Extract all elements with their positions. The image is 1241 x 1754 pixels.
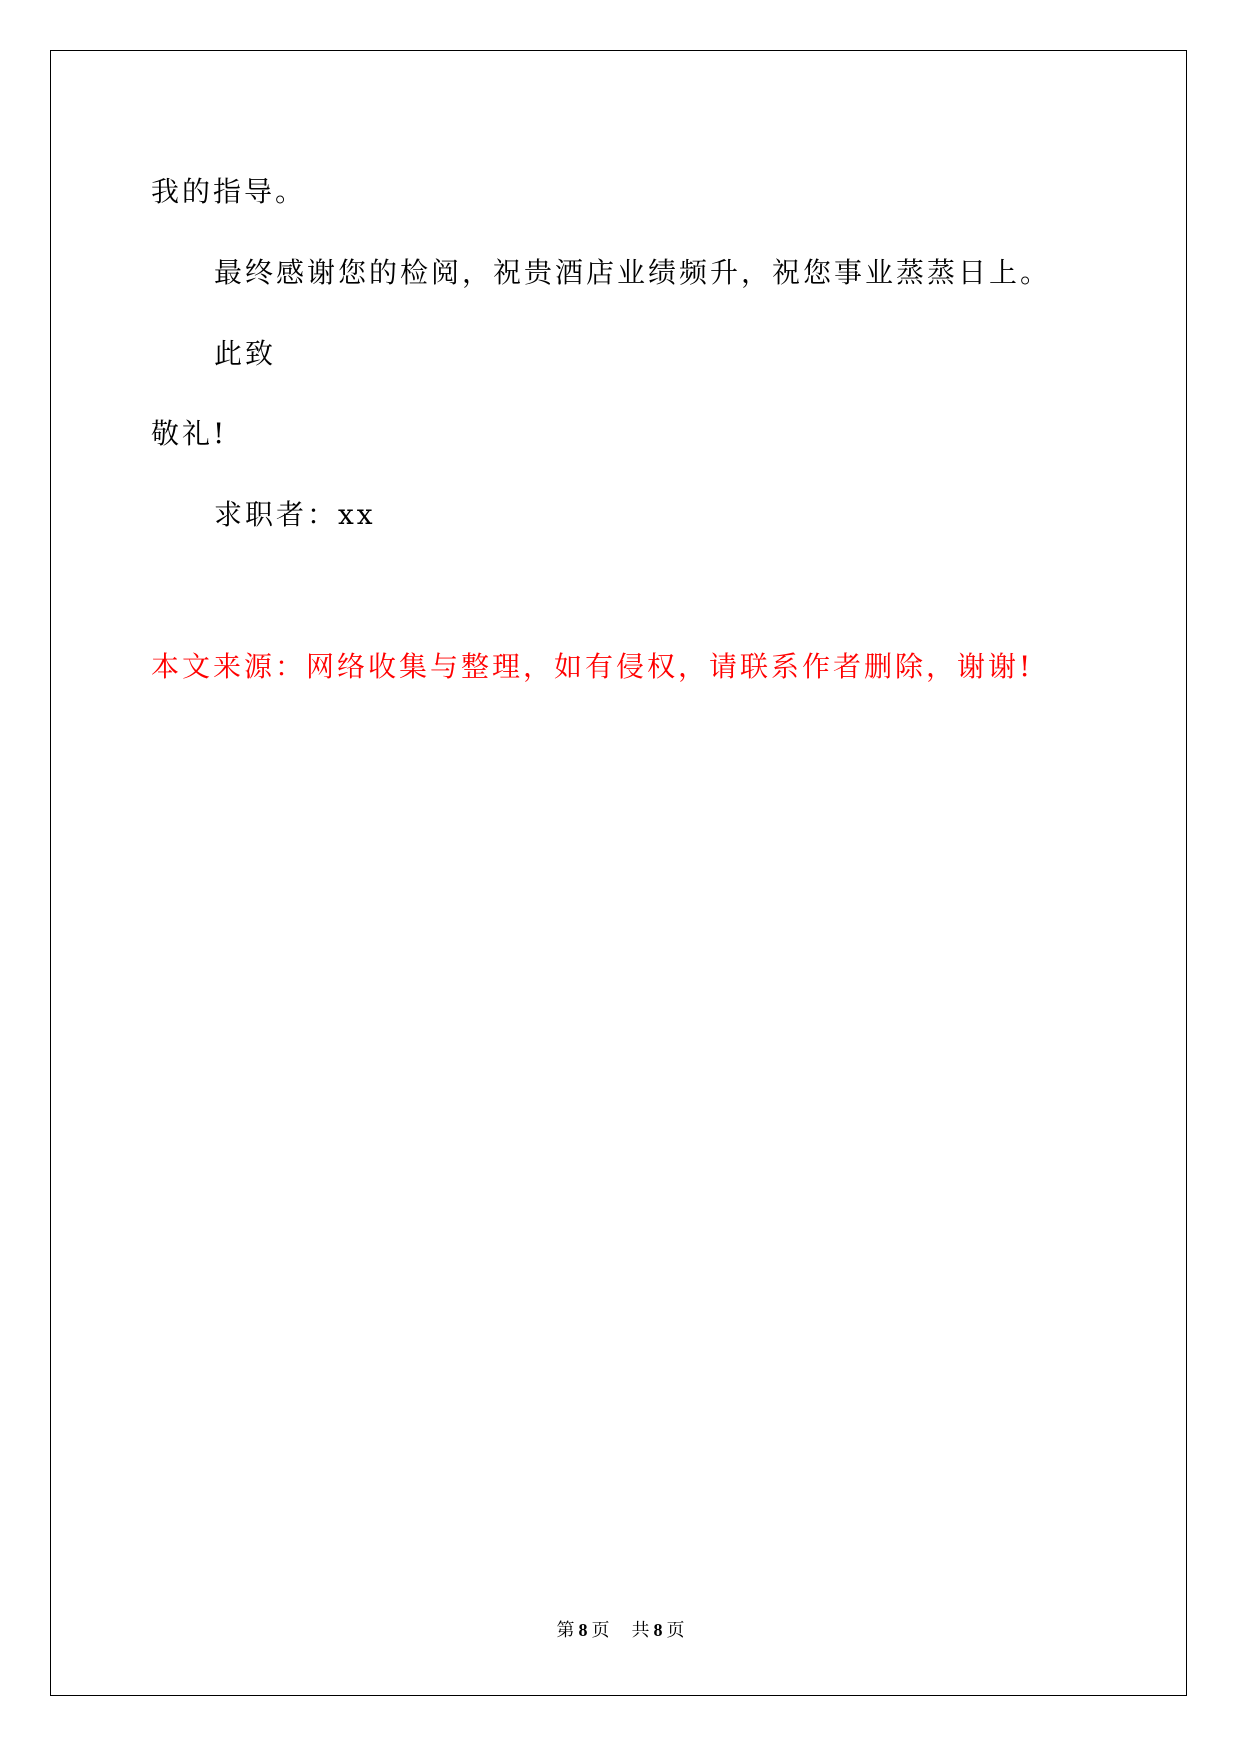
body-line-closing: 我的指导。 bbox=[151, 175, 307, 208]
page-footer bbox=[0, 1618, 1241, 1643]
salutation-ci-zhi: 此致 bbox=[214, 337, 277, 370]
page-border bbox=[50, 50, 1187, 1696]
body-line-thanks: 最终感谢您的检阅，祝贵酒店业绩频升，祝您事业蒸蒸日上。 bbox=[214, 256, 1052, 289]
source-note: 本文来源：网络收集与整理，如有侵权，请联系作者删除，谢谢! bbox=[151, 650, 1034, 683]
footer-page-number: 8 bbox=[578, 1620, 588, 1640]
footer-total-suffix: 页 bbox=[666, 1620, 685, 1641]
footer-page-suffix: 页 bbox=[591, 1620, 610, 1641]
footer-total-prefix: 共 bbox=[631, 1620, 650, 1641]
footer-page-prefix: 第 bbox=[556, 1620, 575, 1641]
salutation-jing-li: 敬礼! bbox=[151, 417, 228, 450]
footer-total-pages: 8 bbox=[653, 1620, 663, 1640]
signature-line: 求职者：xx bbox=[214, 498, 376, 531]
